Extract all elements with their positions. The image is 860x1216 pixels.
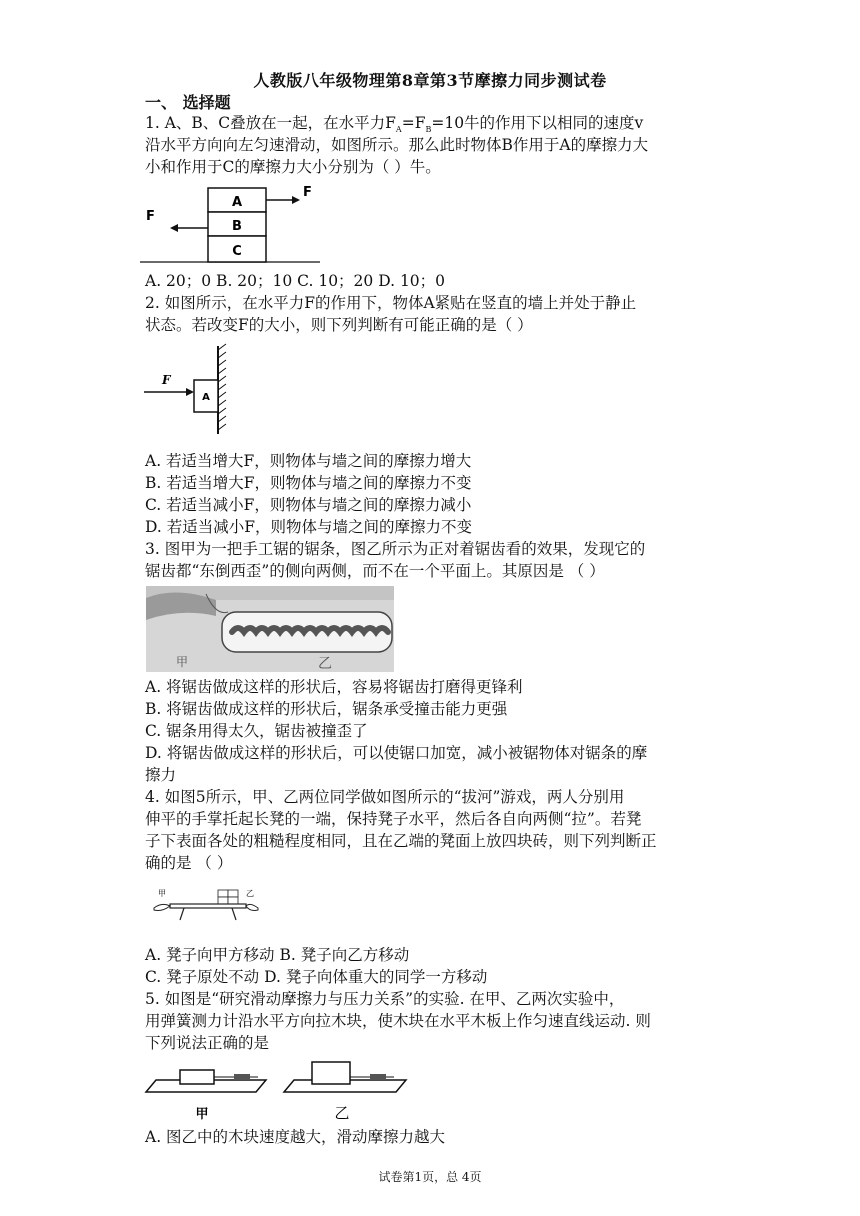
- q2-option-a: A. 若适当增大F，则物体与墙之间的摩擦力增大: [145, 452, 472, 470]
- spring-scale-jia: [234, 1074, 250, 1080]
- label-jia: 甲: [176, 655, 189, 669]
- label-yi: 乙: [334, 1104, 350, 1122]
- q4-options-ab: A. 凳子向甲方移动 B. 凳子向乙方移动: [145, 946, 410, 964]
- q5-line-3: 下列说法正确的是: [145, 1034, 270, 1052]
- q1-line-2: 沿水平方向向左匀速滑动，如图所示。那么此时物体B作用于A的摩擦力大: [145, 136, 649, 154]
- q3-line-1: 3. 图甲为一把手工锯的锯条，图乙所示为正对着锯齿看的效果，发现它的: [145, 540, 646, 558]
- q3-option-c: C. 锯条用得太久，锯齿被撞歪了: [145, 722, 368, 740]
- q5-line-1: 5. 如图是“研究滑动摩擦力与压力关系”的实验. 在甲、乙两次实验中，: [145, 990, 625, 1008]
- q1-text-a: 1. A、B、C叠放在一起，在水平力F: [145, 114, 396, 132]
- block-jia: [180, 1070, 214, 1084]
- q2-option-b: B. 若适当增大F，则物体与墙之间的摩擦力不变: [145, 474, 472, 492]
- q1-figure-stacked-blocks: [140, 182, 320, 266]
- force-right-label: F: [303, 185, 312, 200]
- q3-line-2: 锯齿都“东倒西歪”的侧向两侧，而不在一个平面上。其原因是 （ ）: [145, 562, 605, 580]
- q3-option-a: A. 将锯齿做成这样的形状后，容易将锯齿打磨得更锋利: [145, 678, 523, 696]
- bench-top: [170, 904, 246, 908]
- q2-figure-block-on-wall: [140, 342, 250, 438]
- label-jia: 甲: [195, 1107, 209, 1122]
- hand-left: [154, 904, 170, 910]
- q5-line-2: 用弹簧测力计沿水平方向拉木块，使木块在水平木板上作匀速直线运动. 则: [145, 1012, 651, 1030]
- q4-figure-bench-tug: [150, 884, 262, 924]
- label-jia: 甲: [158, 889, 166, 898]
- q1-text-b: =F: [401, 114, 426, 132]
- block-c-label: C: [232, 244, 242, 259]
- q4-line-2: 伸平的手掌托起长凳的一端，保持凳子水平，然后各自向两侧“拉”。若凳: [145, 810, 642, 828]
- page-footer: 试卷第1页，总 4页: [378, 1170, 482, 1184]
- block-a-label: A: [231, 195, 243, 210]
- q2-line-2: 状态。若改变F的大小，则下列判断有可能正确的是（ ）: [145, 316, 533, 334]
- q1-sub-b: B: [425, 125, 432, 135]
- q3-option-b: B. 将锯齿做成这样的形状后，锯条承受撞击能力更强: [145, 700, 508, 718]
- brick: [228, 890, 238, 897]
- q5-figure-friction-experiment: [144, 1060, 414, 1122]
- q2-option-d: D. 若适当减小F，则物体与墙之间的摩擦力不变: [145, 518, 472, 536]
- q3-option-d: D. 将锯齿做成这样的形状后，可以使锯口加宽，减小被锯物体对锯条的摩: [145, 744, 648, 762]
- q1-options: A. 20；0 B. 20；10 C. 10；20 D. 10；0: [145, 272, 446, 290]
- brick: [218, 890, 228, 897]
- section-heading: 一、 选择题: [145, 93, 231, 112]
- label-yi: 乙: [246, 889, 254, 898]
- brick: [218, 897, 228, 904]
- hand-right: [246, 904, 258, 910]
- q4-line-1: 4. 如图5所示，甲、乙两位同学做如图所示的“拔河”游戏，两人分别用: [145, 788, 625, 806]
- block-b-label: B: [232, 219, 242, 234]
- block-a-label: A: [202, 392, 210, 403]
- q4-line-4: 确的是 （ ）: [145, 854, 233, 872]
- q5-option-a: A. 图乙中的木块速度越大，滑动摩擦力越大: [145, 1128, 446, 1146]
- force-label: F: [162, 373, 171, 387]
- spring-scale-yi: [370, 1074, 386, 1080]
- q1-line-3: 小和作用于C的摩擦力大小分别为（ ）牛。: [145, 158, 441, 176]
- q2-option-c: C. 若适当减小F，则物体与墙之间的摩擦力减小: [145, 496, 472, 514]
- bench-leg: [232, 908, 236, 920]
- page-title: 人教版八年级物理第8章第3节摩擦力同步测试卷: [253, 71, 607, 90]
- bench-leg: [180, 908, 184, 920]
- q3-figure-saw-blade-photo: [146, 586, 394, 672]
- brick: [228, 897, 238, 904]
- q2-line-1: 2. 如图所示，在水平力F的作用下，物体A紧贴在竖直的墙上并处于静止: [145, 294, 637, 312]
- q1-sub-a: A: [395, 125, 402, 135]
- block-yi: [312, 1062, 350, 1084]
- q4-line-3: 子下表面各处的粗糙程度相同，且在乙端的凳面上放四块砖，则下列判断正: [145, 832, 657, 850]
- q4-options-cd: C. 凳子原处不动 D. 凳子向体重大的同学一方移动: [145, 968, 488, 986]
- label-yi: 乙: [318, 656, 332, 672]
- force-left-label: F: [146, 209, 155, 224]
- q1-text-c: =10牛的作用下以相同的速度v: [431, 114, 644, 132]
- q3-option-d-cont: 擦力: [145, 766, 177, 784]
